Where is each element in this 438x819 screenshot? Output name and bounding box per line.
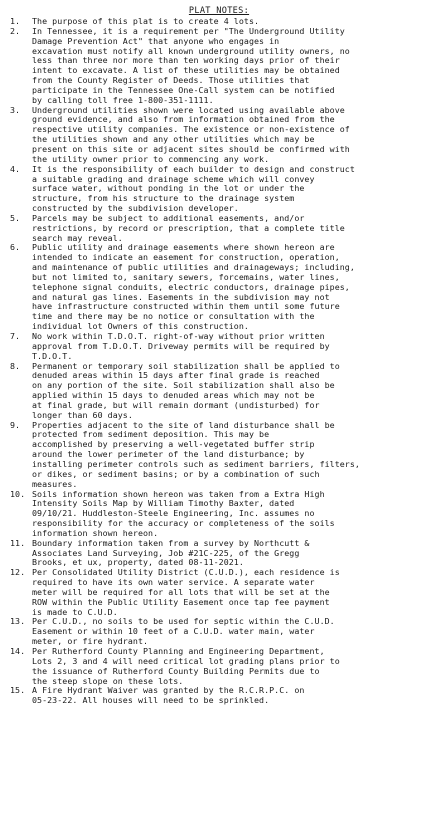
plat-note-line: Boundary information taken from a survey by Northcutt & (32, 537, 310, 548)
plat-note-line: 05-23-22. All houses will need to be sprinkled. (32, 695, 270, 706)
plat-note-number: 6. (10, 242, 21, 253)
plat-note-item (10, 490, 428, 539)
plat-note-line: meter, or fire hydrant. (32, 636, 149, 647)
plat-note-line: A Fire Hydrant Waiver was granted by the R.C.R.P.C. on (32, 685, 305, 696)
plat-note-line: Permanent or temporary soil stabilization shall be applied to (32, 360, 340, 371)
plat-note-line: Per C.U.D., no soils to be used for septic within the C.U.D. (32, 616, 335, 627)
plat-note-line: Parcels may be subject to additional easements, and/or (32, 212, 305, 223)
plat-note-line: respective utility companies. The existence or non-existence of (32, 124, 350, 135)
plat-note-number: 1. (10, 16, 21, 26)
plat-note-line: the utilities shown and any other utilities which may be (32, 134, 315, 145)
plat-note-number: 13. (10, 616, 26, 627)
plat-note-line: at final grade, but will remain dormant (undisturbed) for (32, 399, 320, 410)
plat-note-line: individual lot Owners of this construction. (32, 321, 249, 332)
plat-note-line: the steep slope on these lots. (32, 675, 184, 686)
plat-note-line: protected from sediment deposition. This may be (32, 429, 270, 440)
plat-note-line: longer than 60 days. (32, 409, 133, 420)
plat-note-text (32, 421, 428, 490)
plat-note-line: present on this site or adjacent sites should be confirmed with (32, 143, 350, 154)
plat-note-item (10, 617, 428, 647)
plat-note-line: Damage Prevention Act" that anyone who engages in (32, 35, 280, 46)
plat-note-line: search may reveal. (32, 232, 123, 243)
plat-note-line: Intensity Soils Map by William Timothy Baxter, dated (32, 498, 295, 509)
plat-note-line: by calling toll free 1-800-351-1111. (32, 94, 214, 105)
plat-note-line: telephone signal conduits, electric conductors, drainage pipes, (32, 281, 350, 292)
plat-note-line: but not limited to, sanitary sewers, forcemains, water lines, (32, 271, 340, 282)
plat-note-line: excavation must notify all known underground utility owners, no (32, 45, 350, 56)
plat-note-line: intended to indicate an easement for construction, operation, (32, 252, 340, 263)
plat-note-item (10, 27, 428, 106)
plat-note-line: required to have its own water service. A separate water (32, 577, 315, 588)
plat-note-line: surface water, without ponding in the lot or under the (32, 183, 305, 194)
plat-note-line: around the lower perimeter of the land disturbance; by (32, 449, 305, 460)
plat-note-text (32, 362, 428, 421)
plat-note-line: and natural gas lines. Easements in the subdivision may not (32, 291, 330, 302)
plat-note-text (32, 214, 428, 244)
plat-note-line: Per Consolidated Utility District (C.U.D.), each residence is (32, 567, 340, 578)
plat-note-line: is made to C.U.D. (32, 606, 118, 617)
plat-note-line: approval from T.D.O.T. Driveway permits will be required by (32, 340, 330, 351)
plat-note-number: 14. (10, 646, 26, 656)
plat-note-line: The purpose of this plat is to create 4 lots. (32, 16, 260, 26)
plat-note-item (10, 106, 428, 165)
plat-note-item (10, 214, 428, 244)
plat-note-line: measures. (32, 478, 78, 489)
plat-note-text (32, 539, 428, 569)
plat-note-line: meter will be required for all lots that will be set at the (32, 586, 330, 597)
plat-note-number: 10. (10, 488, 26, 499)
plat-note-line: and maintenance of public utilities and drainageways; including, (32, 262, 355, 273)
plat-note-line: a suitable grading and drainage scheme which will convey (32, 173, 315, 184)
plat-note-item (10, 539, 428, 569)
plat-note-item (10, 647, 428, 686)
plat-note-line: Lots 2, 3 and 4 will need critical lot grading plans prior to (32, 655, 340, 666)
plat-note-item (10, 568, 428, 617)
plat-note-line: ROW within the Public Utility Easement once tap fee payment (32, 596, 330, 607)
plat-note-line: less than three nor more than ten working days prior of their (32, 55, 340, 66)
plat-note-item (10, 243, 428, 332)
plat-note-text (32, 686, 428, 706)
plat-note-line: Properties adjacent to the site of land disturbance shall be (32, 419, 335, 430)
plat-note-line: restrictions, by record or prescription, that a complete title (32, 222, 345, 233)
plat-note-text (32, 106, 428, 165)
plat-note-line: installing perimeter controls such as sediment barriers, filters, (32, 458, 360, 469)
plat-note-text (32, 165, 428, 214)
plat-note-line: No work within T.D.O.T. right-of-way without prior written (32, 331, 325, 341)
plat-note-line: T.D.O.T. (32, 350, 73, 361)
plat-note-number: 12. (10, 567, 26, 578)
plat-note-line: denuded areas within 15 days after final grade is reached (32, 370, 320, 381)
plat-note-item (10, 686, 428, 706)
plat-note-line: time and there may be no notice or consultation with the (32, 311, 315, 322)
plat-note-text (32, 332, 428, 362)
plat-note-line: on any portion of the site. Soil stabilization shall also be (32, 380, 335, 391)
plat-note-text (32, 27, 428, 106)
plat-note-text (32, 243, 428, 332)
plat-note-line: Soils information shown hereon was taken from a Extra High (32, 488, 325, 499)
plat-note-item (10, 332, 428, 362)
plat-note-text (32, 617, 428, 647)
plat-note-number: 4. (10, 163, 21, 174)
plat-note-line: Per Rutherford County Planning and Engineering Department, (32, 646, 325, 656)
plat-note-line: ground evidence, and also from information obtained from the (32, 114, 335, 125)
plat-note-item (10, 421, 428, 490)
plat-note-line: In Tennessee, it is a requirement per "The Underground Utility (32, 25, 345, 36)
plat-note-number: 5. (10, 212, 21, 223)
plat-note-line: or dikes, or sediment basins; or by a combination of such (32, 468, 320, 479)
plat-note-line: structure, from his structure to the drainage system (32, 193, 295, 204)
plat-note-line: applied within 15 days to denuded areas which may not be (32, 390, 315, 401)
plat-note-number: 15. (10, 685, 26, 696)
plat-note-line: have infrastructure constructed within them until some future (32, 301, 340, 312)
plat-note-text (32, 647, 428, 686)
plat-note-line: accomplished by preserving a well-vegetated buffer strip (32, 439, 315, 450)
plat-note-text (32, 490, 428, 539)
plat-notes-title: PLAT NOTES: (188, 6, 250, 16)
plat-note-line: constructed by the subdivision developer. (32, 203, 239, 214)
plat-note-line: intent to excavate. A list of these utilities may be obtained (32, 65, 340, 76)
plat-note-line: Brooks, et ux, property, dated 08-11-2021. (32, 557, 244, 568)
plat-note-line: Easement or within 10 feet of a C.U.D. water main, water (32, 626, 315, 637)
plat-note-line: It is the responsibility of each builder to design and construct (32, 163, 355, 174)
plat-note-number: 7. (10, 331, 21, 341)
plat-note-line: information shown hereon. (32, 527, 159, 538)
plat-note-number: 2. (10, 25, 21, 36)
plat-note-line: Underground utilities shown were located using available above (32, 104, 345, 115)
plat-note-line: from the County Register of Deeds. Those utilities that (32, 75, 310, 86)
plat-notes-list (10, 17, 428, 706)
plat-note-number: 3. (10, 104, 21, 115)
plat-note-number: 8. (10, 360, 21, 371)
plat-note-text (32, 568, 428, 617)
plat-note-line: Associates Land Surveying, Job #21C-225, of the Gregg (32, 547, 300, 558)
plat-note-line: the utility owner prior to commencing any work. (32, 153, 270, 164)
plat-note-line: Public utility and drainage easements where shown hereon are (32, 242, 335, 253)
plat-note-item (10, 362, 428, 421)
plat-note-item (10, 165, 428, 214)
plat-note-number: 11. (10, 537, 26, 548)
plat-note-line: participate in the Tennessee One-Call system can be notified (32, 84, 335, 95)
plat-note-line: responsibility for the accuracy or completeness of the soils (32, 518, 335, 529)
plat-note-line: the issuance of Rutherford County Building Permits due to (32, 665, 320, 676)
plat-note-line: 09/10/21. Huddleston-Steele Engineering, Inc. assumes no (32, 508, 315, 519)
plat-note-number: 9. (10, 419, 21, 430)
